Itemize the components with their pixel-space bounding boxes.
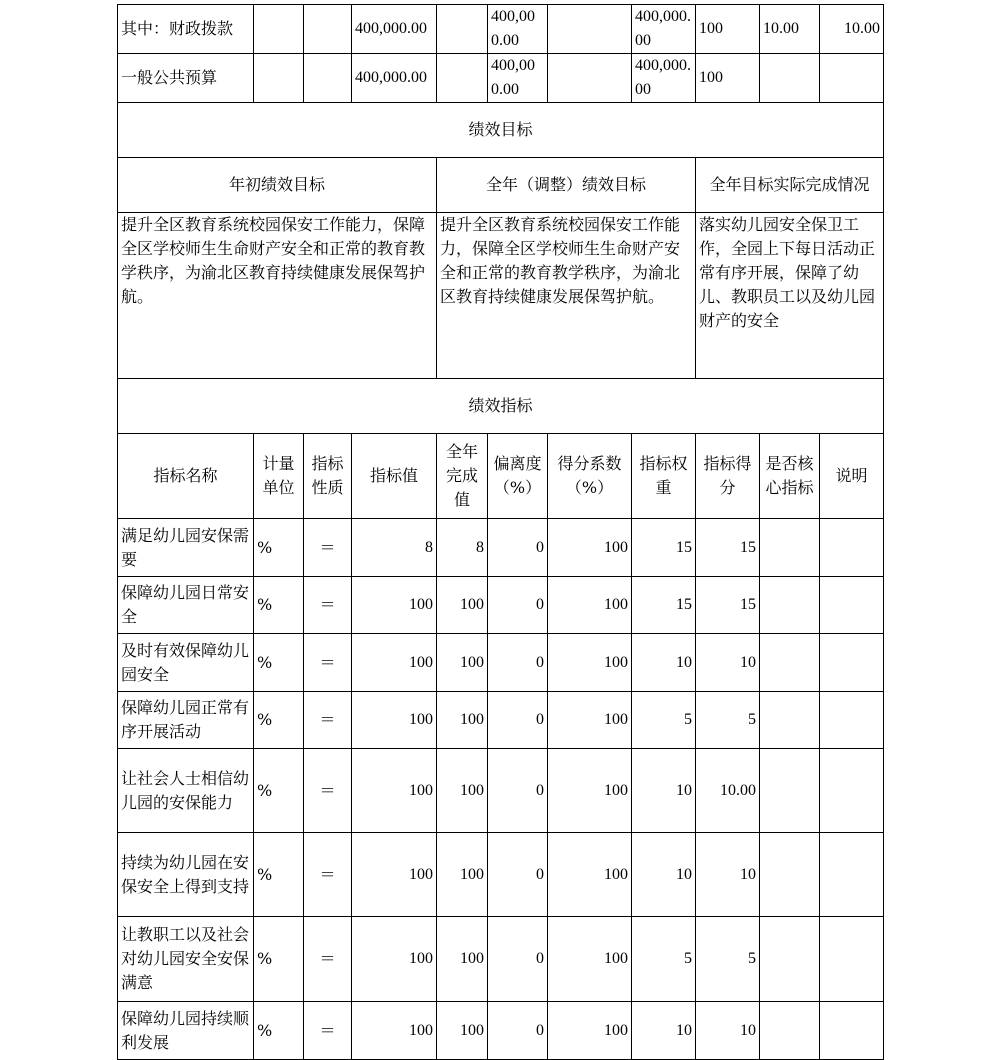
fund-cell bbox=[437, 5, 488, 54]
indicator-nature: ＝ bbox=[304, 692, 352, 749]
indicator-target: 100 bbox=[352, 634, 437, 692]
indicator-row bbox=[118, 1002, 884, 1060]
indicator-coef: 100 bbox=[548, 692, 632, 749]
fund-cell bbox=[304, 54, 352, 103]
fund-cell bbox=[254, 54, 304, 103]
indicator-target: 100 bbox=[352, 692, 437, 749]
indicator-actual: 100 bbox=[437, 577, 488, 634]
indicator-note bbox=[820, 917, 884, 1002]
indicator-nature: ＝ bbox=[304, 749, 352, 833]
indicator-row bbox=[118, 917, 884, 1002]
indicator-unit: % bbox=[254, 692, 304, 749]
col-header-deviation: 偏离度（%） bbox=[488, 434, 548, 519]
indicator-note bbox=[820, 519, 884, 577]
indicator-rows bbox=[118, 519, 884, 1060]
fund-cell: 10.00 bbox=[760, 5, 820, 54]
fund-cell bbox=[304, 5, 352, 54]
indicator-coef: 100 bbox=[548, 917, 632, 1002]
indicator-note bbox=[820, 577, 884, 634]
goal-actual-text: 落实幼儿园安全保卫工作，全园上下每日活动正常有序开展，保障了幼儿、教职员工以及幼儿园财产的安全 bbox=[696, 213, 884, 379]
indicator-nature: ＝ bbox=[304, 917, 352, 1002]
indicator-name: 保障幼儿园正常有序开展活动 bbox=[118, 692, 254, 749]
indicator-deviation: 0 bbox=[488, 519, 548, 577]
indicator-nature: ＝ bbox=[304, 577, 352, 634]
indicator-deviation: 0 bbox=[488, 634, 548, 692]
fund-cell bbox=[760, 54, 820, 103]
indicator-score: 10 bbox=[696, 1002, 760, 1060]
indicator-core bbox=[760, 692, 820, 749]
indicator-coef: 100 bbox=[548, 749, 632, 833]
indicator-deviation: 0 bbox=[488, 749, 548, 833]
col-header-weight: 指标权重 bbox=[632, 434, 696, 519]
fund-cell: 100 bbox=[696, 5, 760, 54]
indicator-nature: ＝ bbox=[304, 634, 352, 692]
indicator-row bbox=[118, 833, 884, 917]
fund-name: 一般公共预算 bbox=[118, 54, 254, 103]
indicator-note bbox=[820, 833, 884, 917]
indicator-name: 让教职工以及社会对幼儿园安全安保满意 bbox=[118, 917, 254, 1002]
indicator-nature: ＝ bbox=[304, 519, 352, 577]
indicator-target: 100 bbox=[352, 833, 437, 917]
col-header-unit: 计量单位 bbox=[254, 434, 304, 519]
indicator-unit: % bbox=[254, 577, 304, 634]
indicator-nature: ＝ bbox=[304, 1002, 352, 1060]
indicator-score: 15 bbox=[696, 577, 760, 634]
indicator-core bbox=[760, 634, 820, 692]
indicator-score: 5 bbox=[696, 917, 760, 1002]
indicator-actual: 100 bbox=[437, 917, 488, 1002]
indicator-weight: 5 bbox=[632, 917, 696, 1002]
indicator-core bbox=[760, 917, 820, 1002]
indicator-row bbox=[118, 519, 884, 577]
indicator-weight: 15 bbox=[632, 577, 696, 634]
indicator-unit: % bbox=[254, 519, 304, 577]
fund-row bbox=[118, 5, 884, 54]
indicator-coef: 100 bbox=[548, 1002, 632, 1060]
indicator-name: 保障幼儿园持续顺利发展 bbox=[118, 1002, 254, 1060]
col-header-note: 说明 bbox=[820, 434, 884, 519]
indicator-name: 保障幼儿园日常安全 bbox=[118, 577, 254, 634]
fund-cell: 100 bbox=[696, 54, 760, 103]
indicator-actual: 100 bbox=[437, 634, 488, 692]
indicator-unit: % bbox=[254, 833, 304, 917]
indicator-row bbox=[118, 692, 884, 749]
indicator-deviation: 0 bbox=[488, 692, 548, 749]
indicator-nature: ＝ bbox=[304, 833, 352, 917]
indicator-actual: 100 bbox=[437, 1002, 488, 1060]
fund-cell: 400,000.00 bbox=[632, 54, 696, 103]
indicator-row bbox=[118, 634, 884, 692]
indicator-unit: % bbox=[254, 917, 304, 1002]
goals-header-adjusted: 全年（调整）绩效目标 bbox=[437, 158, 696, 213]
indicator-deviation: 0 bbox=[488, 1002, 548, 1060]
indicator-core bbox=[760, 519, 820, 577]
fund-cell bbox=[820, 54, 884, 103]
indicator-weight: 10 bbox=[632, 634, 696, 692]
indicator-weight: 10 bbox=[632, 749, 696, 833]
indicator-row bbox=[118, 577, 884, 634]
indicator-row bbox=[118, 749, 884, 833]
goals-header-initial: 年初绩效目标 bbox=[118, 158, 437, 213]
goal-initial-text: 提升全区教育系统校园保安工作能力，保障全区学校师生生命财产安全和正常的教育教学秩序，为渝北区教育持续健康发展保驾护航。 bbox=[118, 213, 437, 379]
fund-row bbox=[118, 54, 884, 103]
indicator-target: 100 bbox=[352, 749, 437, 833]
indicator-coef: 100 bbox=[548, 634, 632, 692]
indicator-name: 满足幼儿园安保需要 bbox=[118, 519, 254, 577]
indicator-actual: 100 bbox=[437, 833, 488, 917]
fund-cell: 400,000.00 bbox=[488, 54, 548, 103]
indicator-coef: 100 bbox=[548, 833, 632, 917]
indicator-name: 持续为幼儿园在安保安全上得到支持 bbox=[118, 833, 254, 917]
indicator-weight: 5 bbox=[632, 692, 696, 749]
col-header-core: 是否核心指标 bbox=[760, 434, 820, 519]
indicator-note bbox=[820, 749, 884, 833]
fund-cell bbox=[548, 5, 632, 54]
col-header-target: 指标值 bbox=[352, 434, 437, 519]
indicator-score: 5 bbox=[696, 692, 760, 749]
col-header-name: 指标名称 bbox=[118, 434, 254, 519]
indicator-deviation: 0 bbox=[488, 833, 548, 917]
indicator-unit: % bbox=[254, 749, 304, 833]
col-header-nature: 指标性质 bbox=[304, 434, 352, 519]
fund-cell bbox=[548, 54, 632, 103]
indicator-name: 及时有效保障幼儿园安全 bbox=[118, 634, 254, 692]
goal-adjusted-text: 提升全区教育系统校园保安工作能力，保障全区学校师生生命财产安全和正常的教育教学秩序，为渝北区教育持续健康发展保驾护航。 bbox=[437, 213, 696, 379]
col-header-actual: 全年完成值 bbox=[437, 434, 488, 519]
indicator-weight: 10 bbox=[632, 833, 696, 917]
col-header-coef: 得分系数（%） bbox=[548, 434, 632, 519]
indicator-core bbox=[760, 833, 820, 917]
indicator-actual: 100 bbox=[437, 749, 488, 833]
indicator-weight: 15 bbox=[632, 519, 696, 577]
indicator-name: 让社会人士相信幼儿园的安保能力 bbox=[118, 749, 254, 833]
indicator-target: 100 bbox=[352, 1002, 437, 1060]
indicator-target: 8 bbox=[352, 519, 437, 577]
indicator-score: 10 bbox=[696, 634, 760, 692]
indicator-core bbox=[760, 577, 820, 634]
indicator-score: 15 bbox=[696, 519, 760, 577]
fund-cell: 400,000.00 bbox=[352, 54, 437, 103]
fund-name: 其中：财政拨款 bbox=[118, 5, 254, 54]
indicator-score: 10.00 bbox=[696, 749, 760, 833]
indicator-deviation: 0 bbox=[488, 577, 548, 634]
fund-cell: 10.00 bbox=[820, 5, 884, 54]
indicator-weight: 10 bbox=[632, 1002, 696, 1060]
fund-cell: 400,000.00 bbox=[488, 5, 548, 54]
indicator-unit: % bbox=[254, 1002, 304, 1060]
indicator-note bbox=[820, 634, 884, 692]
col-header-score: 指标得分 bbox=[696, 434, 760, 519]
indicator-note bbox=[820, 692, 884, 749]
performance-table bbox=[117, 4, 884, 1060]
fund-cell bbox=[254, 5, 304, 54]
indicator-score: 10 bbox=[696, 833, 760, 917]
goals-section-title: 绩效目标 bbox=[118, 103, 884, 158]
indicators-header-row bbox=[118, 434, 884, 519]
fund-cell: 400,000.00 bbox=[632, 5, 696, 54]
indicators-section-title: 绩效指标 bbox=[118, 379, 884, 434]
indicator-target: 100 bbox=[352, 917, 437, 1002]
fund-cell: 400,000.00 bbox=[352, 5, 437, 54]
goals-header-actual: 全年目标实际完成情况 bbox=[696, 158, 884, 213]
fund-cell bbox=[437, 54, 488, 103]
indicator-actual: 8 bbox=[437, 519, 488, 577]
indicator-actual: 100 bbox=[437, 692, 488, 749]
indicator-note bbox=[820, 1002, 884, 1060]
indicator-core bbox=[760, 749, 820, 833]
indicator-target: 100 bbox=[352, 577, 437, 634]
indicator-coef: 100 bbox=[548, 577, 632, 634]
indicator-core bbox=[760, 1002, 820, 1060]
indicator-unit: % bbox=[254, 634, 304, 692]
indicator-deviation: 0 bbox=[488, 917, 548, 1002]
indicator-coef: 100 bbox=[548, 519, 632, 577]
